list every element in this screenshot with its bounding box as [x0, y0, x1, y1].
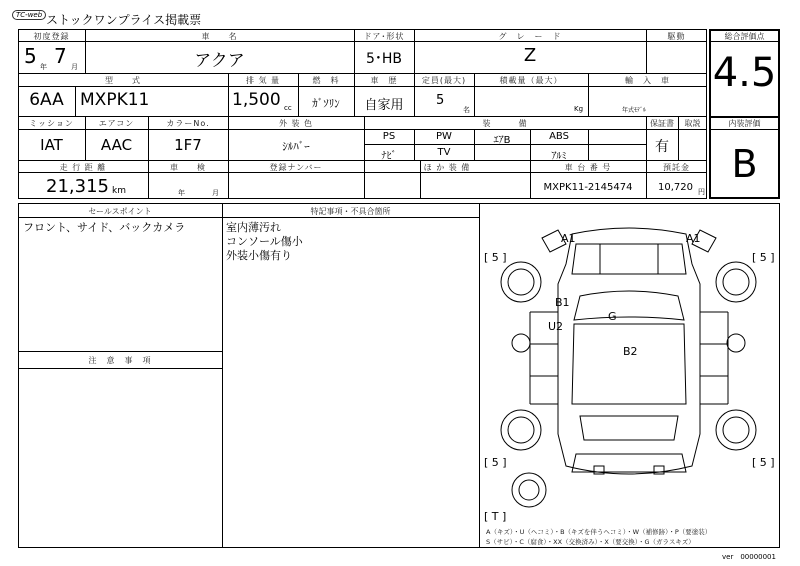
mission: IAT [40, 136, 63, 154]
model: MXPK11 [80, 90, 150, 110]
displacement: 1,500 [232, 90, 281, 110]
tire-depth: [ 5 ] [752, 456, 775, 469]
model-header: 型 式 [105, 76, 141, 85]
tire-depth: [ 5 ] [484, 251, 507, 264]
first-reg-year: 5 [24, 44, 37, 68]
door-shape: 5･HB [365, 51, 403, 67]
year-unit: 年 [40, 63, 47, 71]
capacity-unit: 名 [463, 106, 470, 114]
color-no-header: カラーNo. [166, 119, 210, 128]
equip-airbag: ｴｱB [493, 135, 511, 146]
inspection-year-unit: 年 [178, 189, 185, 197]
exterior-color: ｼﾙﾊﾞｰ [282, 140, 310, 153]
equip-navi: ﾅﾋﾞ [381, 151, 397, 162]
mission-header: ミッション [29, 119, 74, 128]
inspection-header: 車 検 [170, 163, 206, 172]
damage-mark: G [608, 310, 617, 323]
other-equip-header: ほ か 装 備 [423, 163, 471, 172]
note-line: 外装小傷有り [226, 249, 292, 262]
yen-unit: 円 [698, 188, 705, 196]
total-score-header: 総合評価点 [724, 32, 765, 41]
grade-header: グ レ ー ド [498, 32, 562, 41]
tc-web-logo: TC-web [12, 10, 46, 20]
cc-unit: cc [284, 104, 292, 112]
damage-mark: B1 [555, 296, 570, 309]
tire-depth: [ 5 ] [484, 456, 507, 469]
load-header: 積載量（最大） [499, 76, 563, 85]
interior-score-header: 内装評価 [728, 119, 761, 128]
legend-line: A（キズ）・U（ヘコミ）・B（キズを伴うヘコミ）・W（補修跡）・P（要塗装） [486, 528, 712, 536]
damage-mark: B2 [623, 345, 638, 358]
aircon-header: エアコン [98, 119, 135, 128]
spare-tire: [ T ] [484, 510, 507, 523]
capacity-header: 定員(最大) [421, 76, 467, 85]
load-unit: Kg [574, 105, 584, 113]
page-title: ストックワンプライス掲載票 [46, 13, 202, 27]
inspection-month-unit: 月 [212, 189, 219, 197]
reg-number-header: 登録ナンバー [269, 163, 323, 172]
displacement-header: 排 気 量 [245, 76, 281, 85]
version: ver 00000001 [722, 553, 776, 561]
notes-header: 特記事項・不具合箇所 [310, 207, 391, 216]
total-score: 4.5 [712, 50, 777, 96]
history: 自家用 [364, 98, 404, 113]
mileage: 21,315 [46, 176, 109, 197]
import-header: 輸 入 車 [625, 76, 670, 85]
caution-header: 注 意 事 項 [88, 356, 152, 365]
door-shape-header: ドア･形状 [363, 32, 405, 41]
warranty-header: 保証書 [650, 119, 674, 128]
mileage-header: 走 行 距 離 [59, 163, 107, 172]
chassis-number: MXPK11-2145474 [543, 182, 633, 193]
recycle-fee: 10,720 [658, 182, 693, 193]
recycle-header: 預託金 [663, 163, 690, 172]
note-line: 室内薄汚れ [226, 221, 281, 234]
first-reg-header: 初度登録 [33, 32, 70, 41]
manual-header: 取説 [684, 119, 701, 128]
chassis-header: 車 台 番 号 [564, 163, 612, 172]
equipment-header: 装 備 [482, 119, 528, 128]
car-diagram [480, 204, 779, 524]
color-no: 1F7 [174, 136, 202, 154]
history-header: 車 歴 [370, 76, 398, 85]
exterior-header: 外 装 色 [278, 119, 314, 128]
legend-line: S（サビ）・C（腐食）・XX（交換済み）・X（要交換）・G（ガラスキズ） [486, 538, 695, 546]
equip-pw: PW [436, 131, 452, 142]
import-year: 年式ﾓﾃﾞﾙ [622, 107, 647, 114]
sales-points-header: セールスポイント [88, 207, 152, 216]
tire-depth: [ 5 ] [752, 251, 775, 264]
capacity: 5 [436, 93, 445, 108]
drive-header: 駆動 [667, 32, 686, 41]
km-unit: km [112, 186, 126, 196]
car-name: アクア [194, 51, 245, 71]
note-line: コンソール傷小 [226, 235, 303, 248]
warranty-value: 有 [655, 139, 669, 155]
damage-mark: A1 [686, 232, 701, 245]
model-prefix: 6AA [29, 90, 64, 110]
grade: Z [523, 45, 537, 66]
aircon: AAC [100, 136, 133, 154]
first-reg-month: 7 [54, 44, 67, 68]
equip-tv: TV [437, 147, 451, 158]
car-name-header: 車 名 [201, 32, 238, 41]
fuel-header: 燃 料 [312, 76, 340, 85]
damage-mark: U2 [548, 320, 564, 333]
sales-points-text: フロント、サイド、バックカメラ [23, 221, 186, 234]
damage-mark: A1 [561, 232, 576, 245]
interior-score: B [731, 142, 758, 186]
equip-ps: PS [382, 131, 396, 142]
month-unit: 月 [71, 63, 78, 71]
fuel: ｶﾞｿﾘﾝ [312, 97, 340, 110]
equip-alloy: ｱﾙﾐ [551, 151, 567, 162]
equip-abs: ABS [549, 131, 569, 142]
